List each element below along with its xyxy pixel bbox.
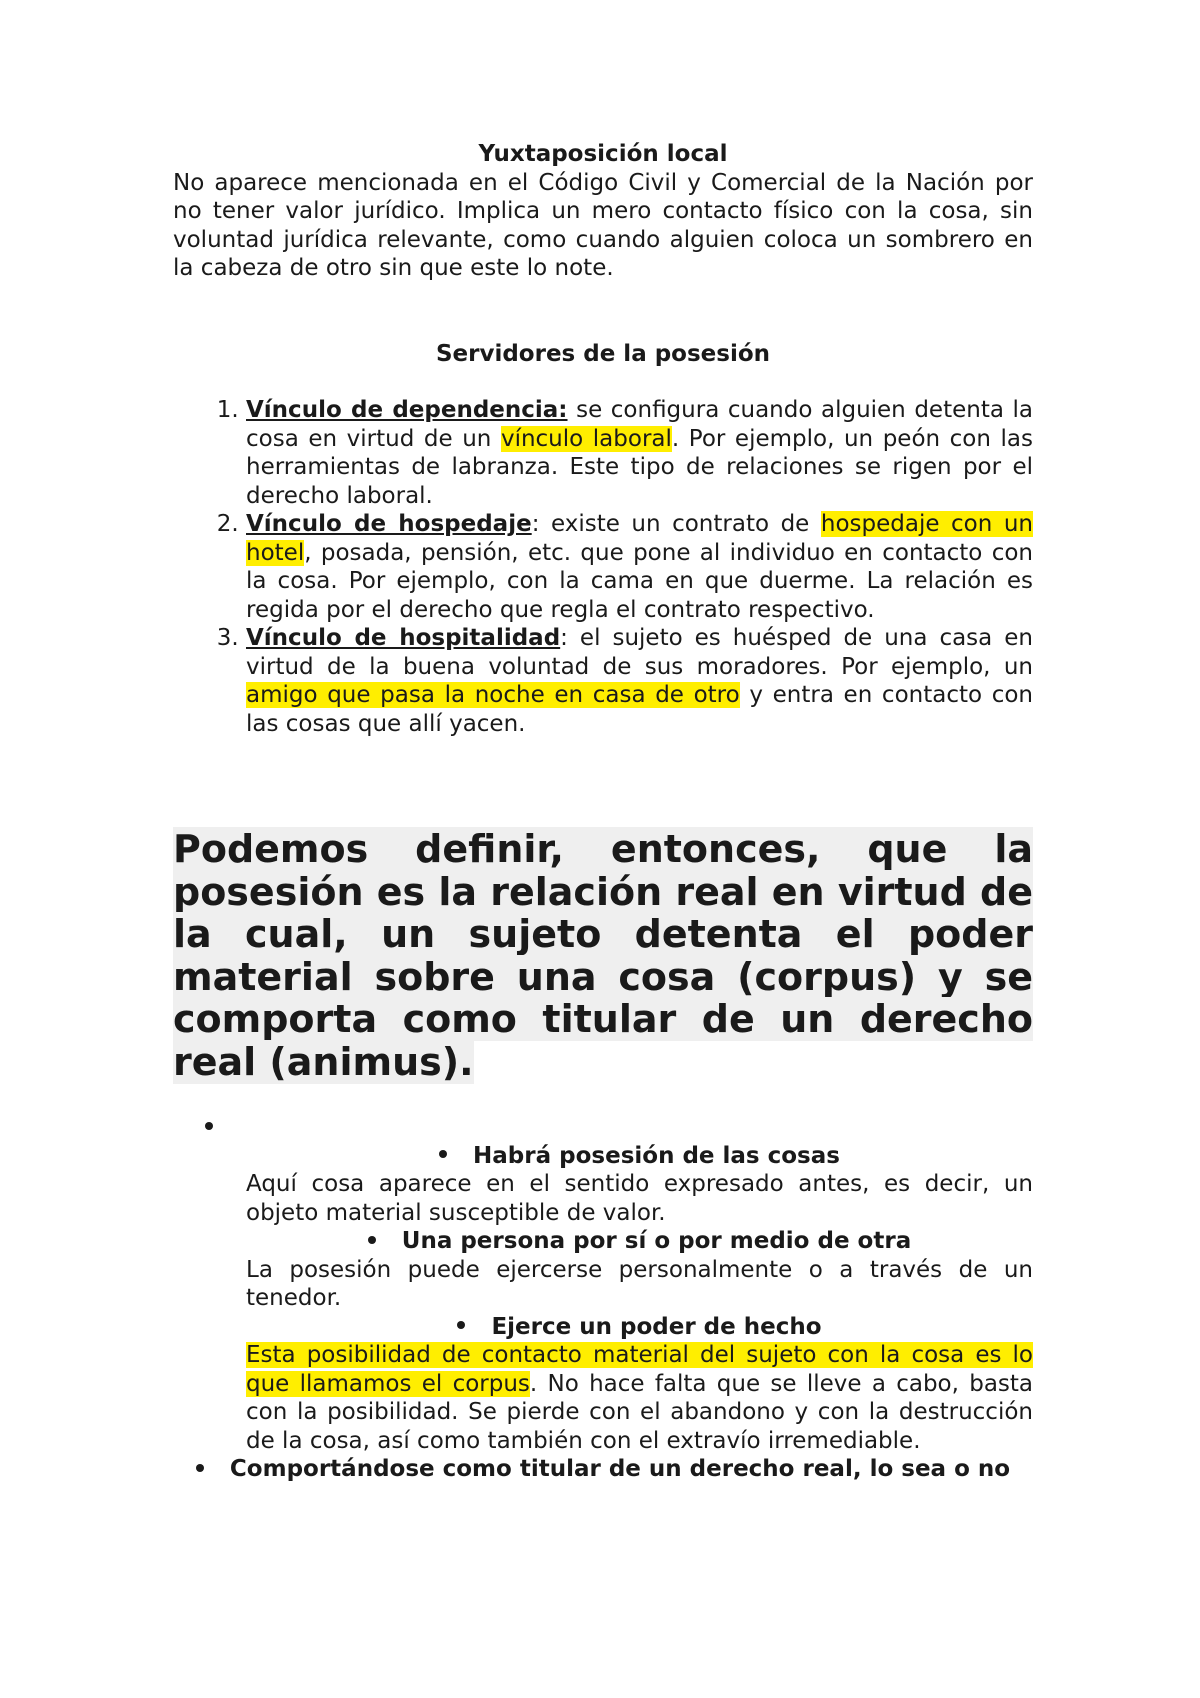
bullet-dot-icon <box>196 1464 204 1472</box>
list-item <box>246 510 1033 624</box>
highlighted-text: amigo que pasa la noche en casa de otro <box>246 682 740 708</box>
item-text: , posada, pensión, etc. que pone al individuo en contacto con la cosa. Por ejemplo, con la cama en que duerme. La relación es regida por el derecho que regla el contrato respectivo. <box>246 539 1033 623</box>
bullet-body: Esta posibilidad de contacto material del sujeto con la cosa es lo que llamamos el corpus. No hace falta que se lleve a cabo, basta con la posibilidad. Se pierde con el abandono y con la destrucción de la cosa, así como también con el extravío irremediable. <box>246 1342 1034 1454</box>
highlighted-text: hospedaje con un hotel <box>246 511 1034 566</box>
item-label: Vínculo de hospedaje <box>246 511 532 537</box>
bullet-heading: Habrá posesión de las cosas <box>173 1142 1033 1171</box>
item-label: Vínculo de hospitalidad <box>246 625 561 651</box>
item-text: : el sujeto es huésped de una casa en virtud de la buena voluntad de sus moradores. Por ejemplo, un <box>246 625 1033 680</box>
item-text: . Por ejemplo, un peón con las herramientas de labranza. Este tipo de relaciones se rigen por el derecho laboral. <box>246 425 1033 509</box>
bullet-dot-icon <box>457 1321 465 1329</box>
bullet-body: La posesión puede ejercerse personalmente o a través de un tenedor. <box>246 1256 1033 1311</box>
document-content <box>173 140 1033 1484</box>
section-title-servidores: Servidores de la posesión <box>435 340 771 367</box>
bullet-heading: Una persona por sí o por medio de otra <box>173 1227 1033 1256</box>
bullet-dot-icon <box>205 1122 213 1130</box>
bullet-heading: Ejerce un poder de hecho <box>173 1313 1033 1342</box>
item-label: Vínculo de dependencia: <box>246 397 568 423</box>
section-title-yuxtaposicion: Yuxtaposición local <box>478 141 728 167</box>
bullet-body: Aquí cosa aparece en el sentido expresado antes, es decir, un objeto material susceptible de valor. <box>246 1171 1033 1226</box>
servers-list <box>173 396 1033 738</box>
highlighted-text: vínculo laboral <box>500 425 672 452</box>
paragraph-yuxtaposicion: No aparece mencionada en el Código Civil y Comercial de la Nación por no tener valor jurídico. Implica un mero contacto físico con la cosa, sin voluntad jurídica relevante, como cuando alguien coloca un sombrero en la cabeza de otro sin que este lo note. <box>173 169 1033 281</box>
bullet-dot-icon <box>439 1150 447 1158</box>
characteristics-list <box>173 1113 1033 1484</box>
highlighted-text: Esta posibilidad de contacto material del sujeto con la cosa es lo que llamamos el corpus <box>246 1342 1033 1397</box>
item-text: se configura cuando alguien detenta la cosa en virtud de un <box>246 397 1033 452</box>
item-text: y entra en contacto con las cosas que allí yacen. <box>246 682 1033 737</box>
bullet-heading: Comportándose como titular de un derecho real, lo sea o no <box>173 1455 1033 1484</box>
definition-paragraph <box>173 828 1033 1083</box>
item-text: : existe un contrato de <box>531 511 821 537</box>
definition-text: Podemos definir, entonces, que la posesión es la relación real en virtud de la cual, un sujeto detenta el poder material sobre una cosa (corpus) y se comporta como titular de un derecho real (animus). <box>173 827 1033 1084</box>
list-item <box>246 396 1033 510</box>
empty-bullet <box>173 1113 1033 1142</box>
bullet-dot-icon <box>368 1236 376 1244</box>
list-item <box>246 624 1033 738</box>
